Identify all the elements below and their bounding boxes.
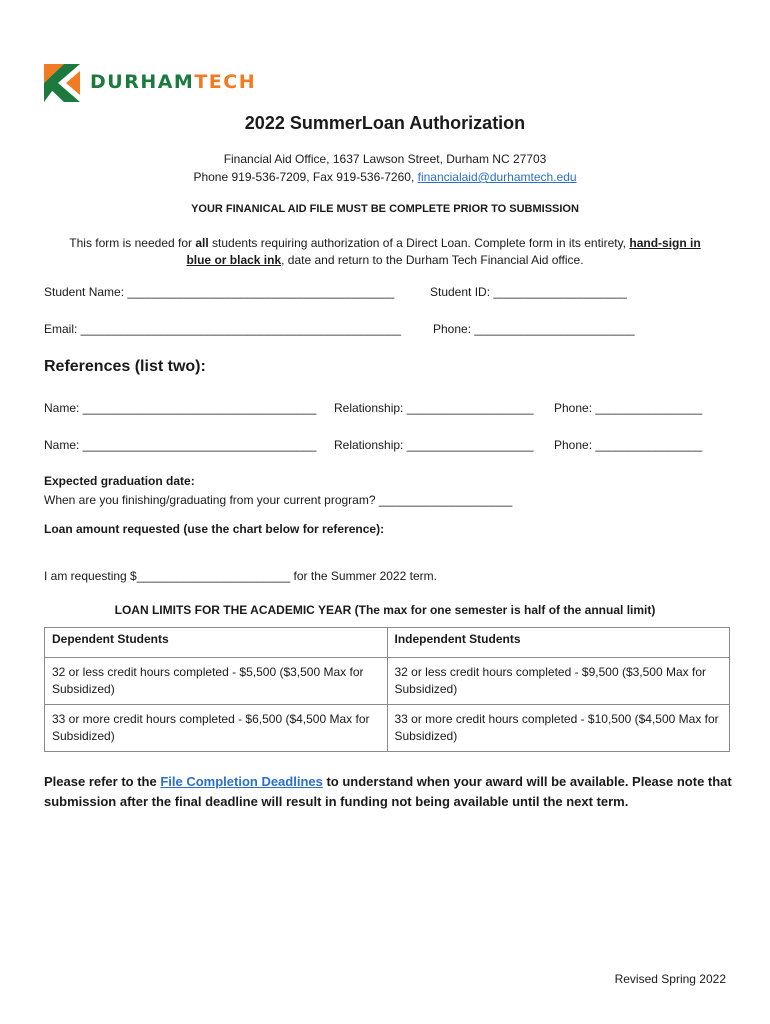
logo-text-tech: TECH [194,71,257,93]
intro-ink: blue or black ink [186,253,282,267]
student-name-field[interactable]: Student Name: ________________________________________ [44,285,395,299]
email-link[interactable]: financialaid@durhamtech.edu [417,170,577,184]
graduation-label: Expected graduation date: [44,474,195,488]
loan-limits-heading: LOAN LIMITS FOR THE ACADEMIC YEAR (The max for one semester is half of the annual limit) [114,603,656,617]
table-row [45,658,730,705]
deadline-note [44,772,734,812]
phone-field[interactable]: Phone: ________________________ [433,322,635,336]
contact-phone-line [0,170,770,184]
revised-date: Revised Spring 2022 [614,972,726,986]
table-cell: 33 or more credit hours completed - $10,500 ($4,500 Max for Subsidized) [387,705,730,752]
loan-limits-table [44,627,730,752]
email-field[interactable]: Email: ________________________________________________ [44,322,402,336]
loan-amount-label: Loan amount requested (use the chart below for reference): [44,522,385,536]
reference-2-relationship-field[interactable]: Relationship: ___________________ [334,438,534,452]
intro-paragraph [0,235,770,269]
logo-text-durham: DURHAM [90,71,195,93]
intro-hand-sign: hand-sign in [629,236,701,250]
file-completion-deadlines-link[interactable]: File Completion Deadlines [160,774,323,789]
durham-tech-logo [44,64,294,102]
intro-all: all [195,236,209,250]
reference-1-name-field[interactable]: Name: ___________________________________ [44,401,317,415]
intro-text-2: students requiring authorization of a Direct Loan. Complete form in its entirety, [208,236,630,250]
reference-1-phone-field[interactable]: Phone: ________________ [554,401,703,415]
contact-phone-fax: Phone 919-536-7209, Fax 919-536-7260, [193,170,418,184]
contact-address: Financial Aid Office, 1637 Lawson Street, Durham NC 27703 [223,152,547,166]
dependent-students-header: Dependent Students [45,628,388,658]
page-title: 2022 SummerLoan Authorization [244,113,526,133]
intro-text-1: This form is needed for [69,236,196,250]
table-row [45,705,730,752]
durham-tech-logo-icon [44,64,80,102]
table-cell: 32 or less credit hours completed - $9,500 ($3,500 Max for Subsidized) [387,658,730,705]
submission-notice: YOUR FINANICAL AID FILE MUST BE COMPLETE PRIOR TO SUBMISSION [191,203,579,215]
note-text-1: Please refer to the [44,774,161,789]
references-heading: References (list two): [44,358,206,375]
table-cell: 33 or more credit hours completed - $6,500 ($4,500 Max for Subsidized) [45,705,388,752]
table-cell: 32 or less credit hours completed - $5,500 ($3,500 Max for Subsidized) [45,658,388,705]
loan-amount-field[interactable]: I am requesting $_______________________ for the Summer 2022 term. [44,569,437,583]
graduation-field[interactable]: When are you finishing/graduating from your current program? ____________________ [44,493,513,507]
independent-students-header: Independent Students [387,628,730,658]
table-header-row [45,628,730,658]
student-id-field[interactable]: Student ID: ____________________ [430,285,627,299]
reference-2-name-field[interactable]: Name: ___________________________________ [44,438,317,452]
reference-1-relationship-field[interactable]: Relationship: ___________________ [334,401,534,415]
intro-text-3: , date and return to the Durham Tech Financial Aid office. [281,253,584,267]
reference-2-phone-field[interactable]: Phone: ________________ [554,438,703,452]
note-text-2: to understand when your award will be available. Please note that submission after the final deadline will result in funding not being available until the next term. [44,774,732,809]
